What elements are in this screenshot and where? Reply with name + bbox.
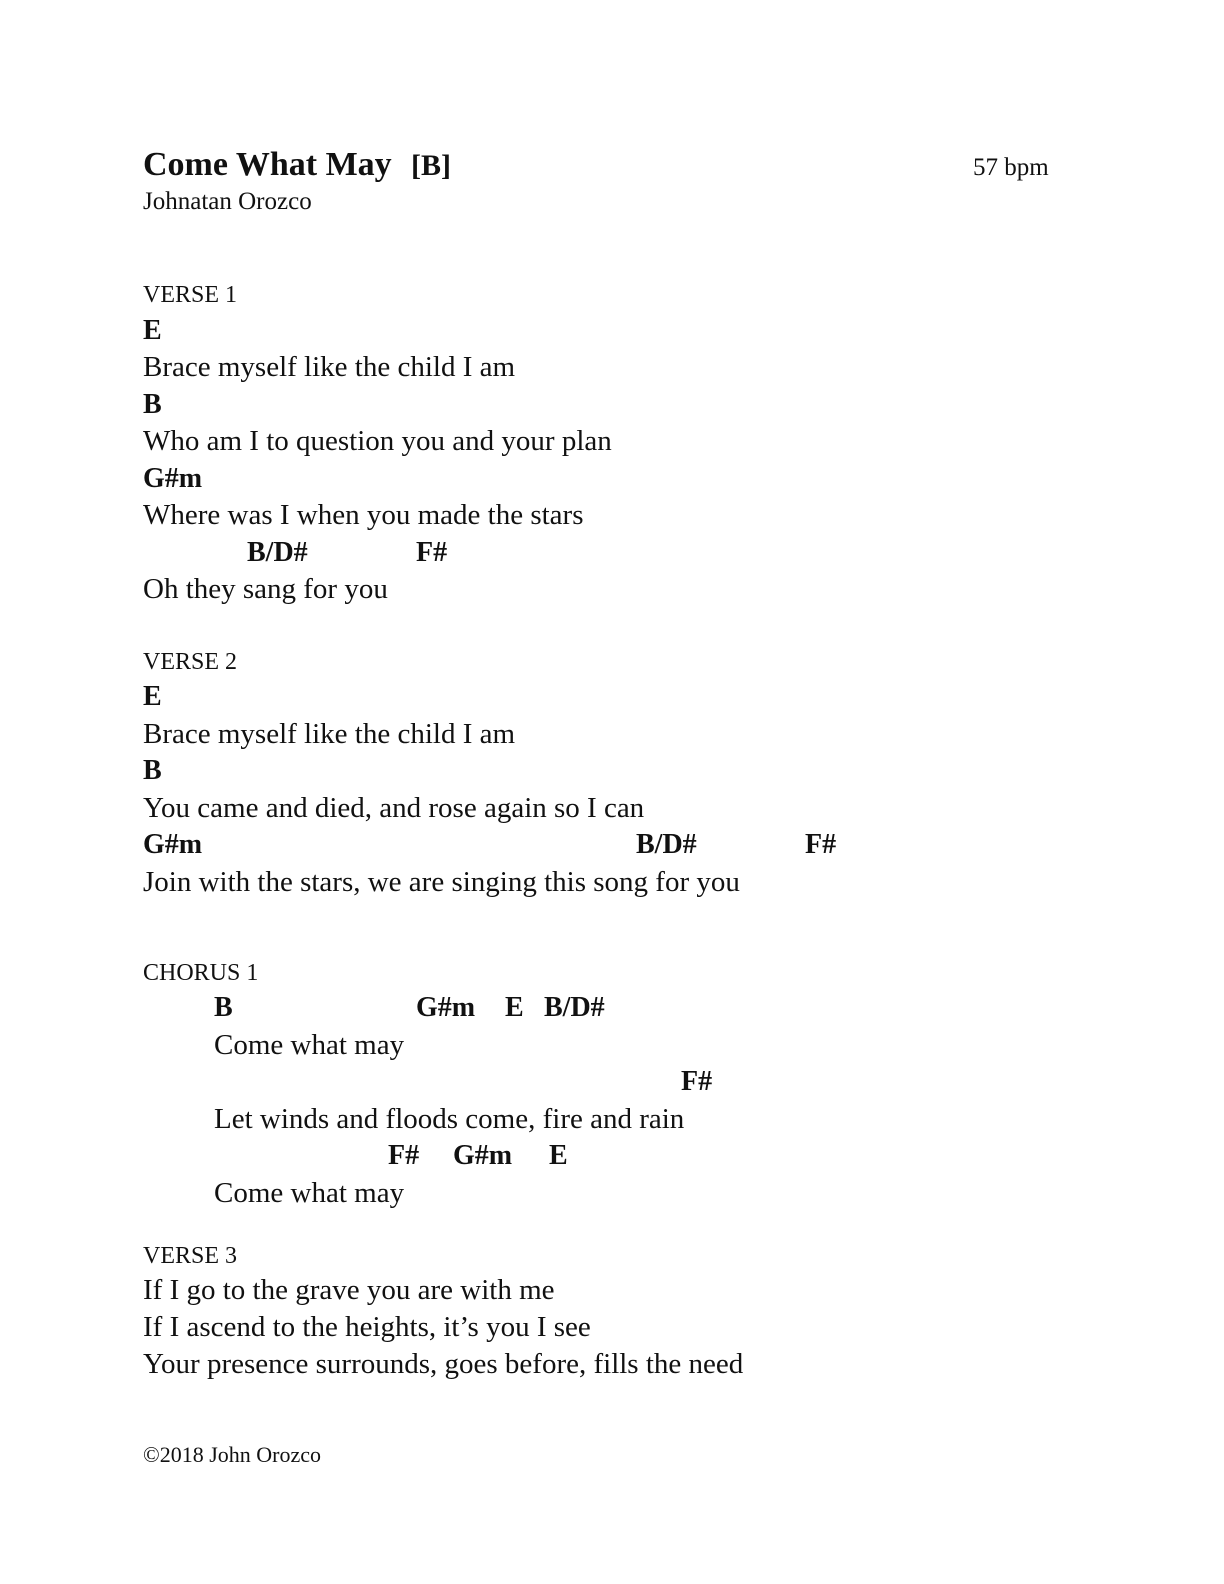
song-author: Johnatan Orozco [143,188,312,215]
lyric-line: Brace myself like the child I am [143,718,516,750]
lyric-line: Your presence surrounds, goes before, fills the need [143,1348,744,1380]
chord: G#m [143,829,203,860]
lyric-line: Oh they sang for you [143,573,388,605]
lyric-line: Brace myself like the child I am [143,351,516,383]
section-label-verse-1: VERSE 1 [143,282,238,308]
chord: B/D# [544,992,605,1023]
chord: E [505,992,524,1023]
chord: E [143,681,162,712]
lyric-line: Come what may [214,1029,405,1061]
song-key: [B] [411,149,451,182]
chord: F# [388,1140,420,1171]
lyric-line: Come what may [214,1177,405,1209]
chord: B/D# [636,829,697,860]
section-label-chorus-1: CHORUS 1 [143,960,259,986]
chord: B [214,992,233,1023]
chord: E [549,1140,568,1171]
chord: E [143,315,162,346]
chord: B [143,389,162,420]
lyric-line: You came and died, and rose again so I can [143,792,645,824]
chord: G#m [416,992,476,1023]
lyric-line: If I ascend to the heights, it’s you I see [143,1311,591,1343]
lyric-line: Where was I when you made the stars [143,499,584,531]
chord: B/D# [247,537,308,568]
chord: G#m [453,1140,513,1171]
lyric-line: Let winds and floods come, fire and rain [214,1103,685,1135]
chord: F# [805,829,837,860]
song-title: Come What May [143,146,392,183]
chord: G#m [143,463,203,494]
chord: F# [416,537,448,568]
tempo: 57 bpm [973,154,1049,181]
lyric-line: Join with the stars, we are singing this song for you [143,866,740,898]
chord: F# [681,1066,713,1097]
lyric-line: If I go to the grave you are with me [143,1274,555,1306]
chord: B [143,755,162,786]
lyric-line: Who am I to question you and your plan [143,425,612,457]
copyright-notice: ©2018 John Orozco [143,1442,322,1467]
section-label-verse-2: VERSE 2 [143,649,238,675]
section-label-verse-3: VERSE 3 [143,1243,238,1269]
